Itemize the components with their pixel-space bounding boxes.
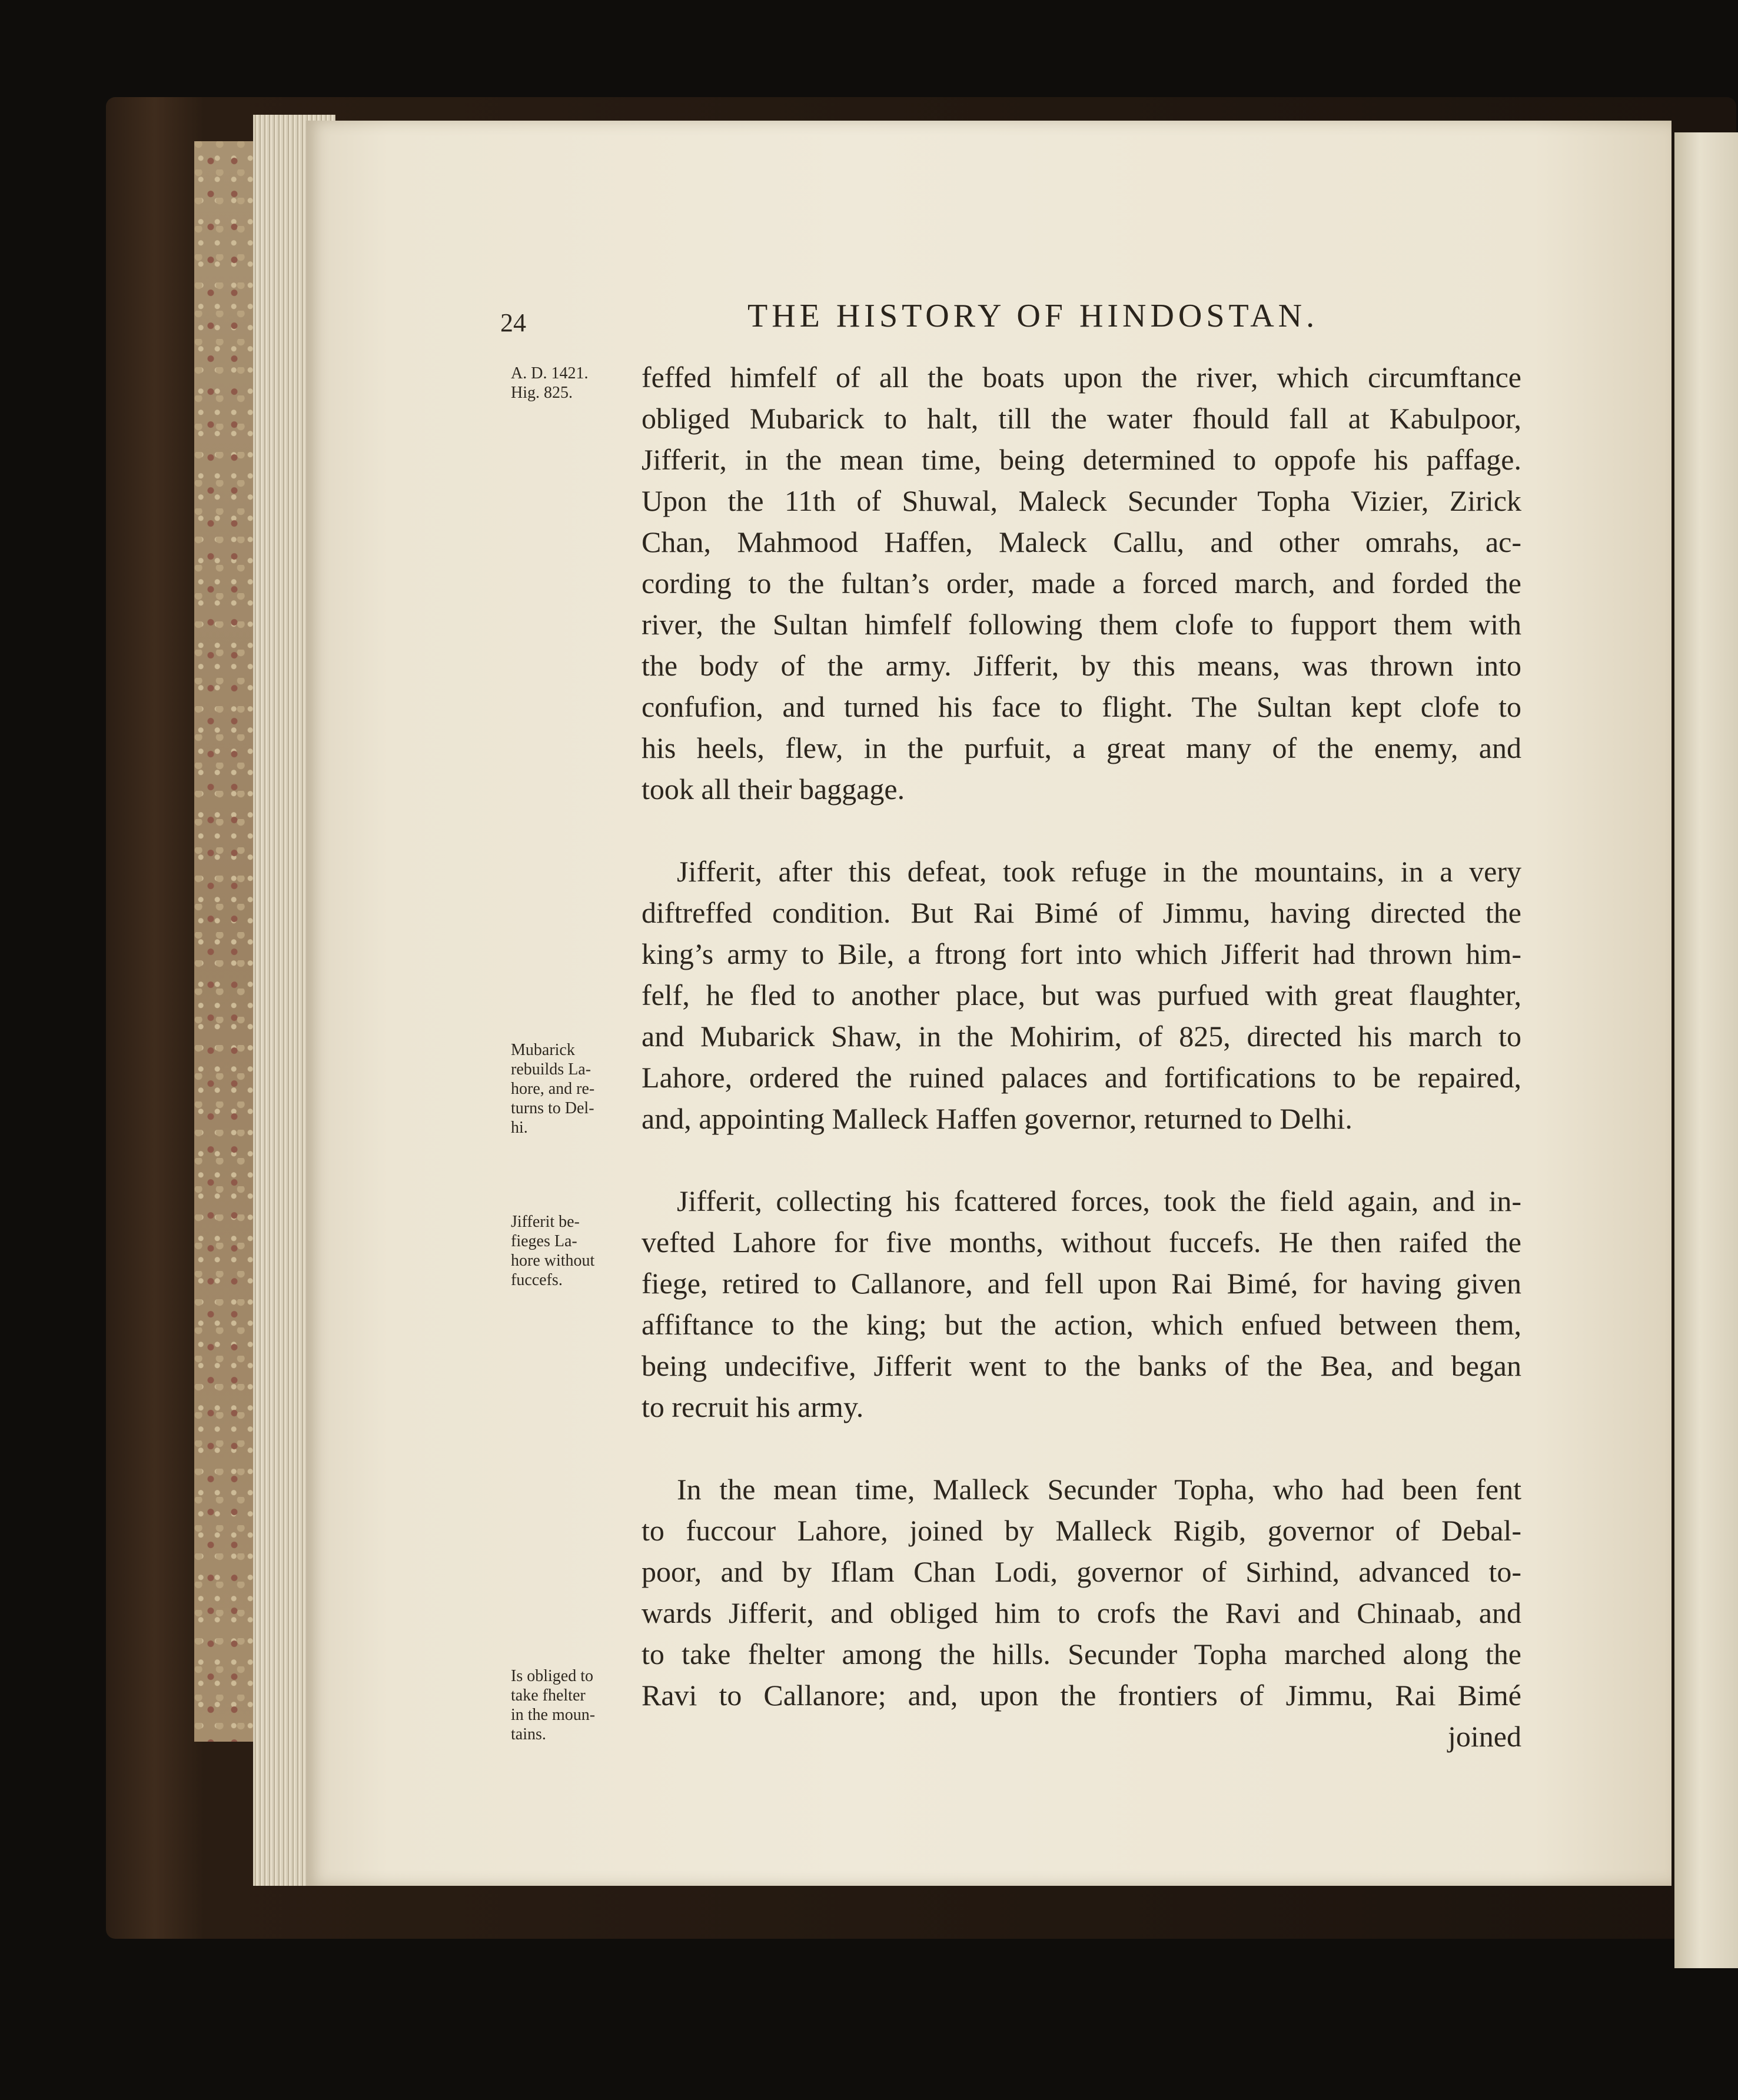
text-line: Upon the 11th of Shuwal, Maleck Secunder Topha Vizier, Zirick bbox=[642, 484, 1521, 517]
margin-note-line: A. D. 1421. bbox=[511, 364, 589, 382]
text-line: cording to the fultan’s order, made a forced march, and forded the bbox=[642, 567, 1521, 600]
text-line: king’s army to Bile, a ftrong fort into which Jifferit had thrown him- bbox=[642, 937, 1521, 970]
margin-note-line: in the moun- bbox=[511, 1706, 596, 1724]
text-line: Chan, Mahmood Haffen, Maleck Callu, and other omrahs, ac- bbox=[642, 525, 1521, 558]
margin-note-siege bbox=[511, 1212, 640, 1290]
paragraph bbox=[642, 357, 1521, 810]
text-line: to fuccour Lahore, joined by Malleck Rigib, governor of Debal- bbox=[642, 1514, 1521, 1547]
text-line: wards Jifferit, and obliged him to crofs the Ravi and Chinaab, and bbox=[642, 1596, 1521, 1629]
paragraph bbox=[642, 851, 1521, 1139]
text-line: Jifferit, after this defeat, took refuge in the mountains, in a very bbox=[677, 855, 1521, 888]
facing-page-edge bbox=[1674, 132, 1738, 1968]
margin-note-line: Hig. 825. bbox=[511, 384, 573, 402]
paragraph bbox=[642, 1180, 1521, 1427]
margin-note-line: take fhelter bbox=[511, 1686, 586, 1705]
text-line: the body of the army. Jifferit, by this means, was thrown into bbox=[642, 649, 1521, 682]
margin-note-line: tains. bbox=[511, 1725, 546, 1743]
text-line: being undecifive, Jifferit went to the banks of the Bea, and began bbox=[642, 1349, 1521, 1382]
text-line: Jifferit, collecting his fcattered forces, took the field again, and in- bbox=[677, 1184, 1521, 1217]
catchword: joined bbox=[1448, 1720, 1521, 1753]
margin-note-date bbox=[511, 364, 640, 402]
text-line: Lahore, ordered the ruined palaces and fortifications to be repaired, bbox=[642, 1061, 1521, 1094]
text-line: Jifferit, in the mean time, being determined to oppofe his paffage. bbox=[642, 443, 1521, 476]
margin-note-line: Is obliged to bbox=[511, 1667, 593, 1685]
text-line: river, the Sultan himfelf following them clofe to fupport them with bbox=[642, 608, 1521, 641]
text-line: and Mubarick Shaw, in the Mohirim, of 825, directed his march to bbox=[642, 1020, 1521, 1053]
text-line: In the mean time, Malleck Secunder Topha, who had been fent bbox=[677, 1473, 1521, 1506]
margin-note-shelter bbox=[511, 1666, 640, 1744]
text-line: feffed himfelf of all the boats upon the river, which circumftance bbox=[642, 361, 1521, 394]
text-line: vefted Lahore for five months, without fuccefs. He then raifed the bbox=[642, 1226, 1521, 1259]
margin-note-line: fieges La- bbox=[511, 1232, 577, 1250]
text-line: fiege, retired to Callanore, and fell upon Rai Bimé, for having given bbox=[642, 1267, 1521, 1300]
text-line: confufion, and turned his face to flight. The Sultan kept clofe to bbox=[642, 690, 1521, 723]
margin-note-line: Jifferit be- bbox=[511, 1213, 580, 1231]
paragraph bbox=[642, 1469, 1521, 1716]
text-line: diftreffed condition. But Rai Bimé of Jimmu, having directed the bbox=[642, 896, 1521, 929]
margin-note-line: turns to Del- bbox=[511, 1099, 594, 1117]
text-line: Ravi to Callanore; and, upon the frontiers of Jimmu, Rai Bimé bbox=[642, 1679, 1521, 1712]
margin-note-line: hi. bbox=[511, 1119, 528, 1137]
text-line: to recruit his army. bbox=[642, 1390, 864, 1423]
body-text bbox=[642, 357, 1521, 1757]
margin-note-line: rebuilds La- bbox=[511, 1060, 591, 1079]
text-line: and, appointing Malleck Haffen governor, returned to Delhi. bbox=[642, 1102, 1352, 1135]
running-head: THE HISTORY OF HINDOSTAN. bbox=[747, 298, 1319, 334]
text-line: obliged Mubarick to halt, till the water fhould fall at Kabulpoor, bbox=[642, 402, 1521, 435]
page-number: 24 bbox=[500, 308, 526, 337]
text-line: affiftance to the king; but the action, which enfued between them, bbox=[642, 1308, 1521, 1341]
margin-note-line: hore without bbox=[511, 1252, 595, 1270]
marbled-endpaper bbox=[194, 141, 259, 1742]
text-line: poor, and by Iflam Chan Lodi, governor of Sirhind, advanced to- bbox=[642, 1555, 1521, 1588]
margin-note-line: fuccefs. bbox=[511, 1271, 563, 1289]
text-line: his heels, flew, in the purfuit, a great many of the enemy, and bbox=[642, 731, 1521, 764]
margin-note-lahore bbox=[511, 1040, 640, 1137]
margin-note-line: Mubarick bbox=[511, 1041, 575, 1059]
text-line: took all their baggage. bbox=[642, 773, 905, 806]
text-line: felf, he fled to another place, but was purfued with great flaughter, bbox=[642, 979, 1521, 1011]
margin-note-line: hore, and re- bbox=[511, 1080, 595, 1098]
text-line: to take fhelter among the hills. Secunder Topha marched along the bbox=[642, 1638, 1521, 1670]
